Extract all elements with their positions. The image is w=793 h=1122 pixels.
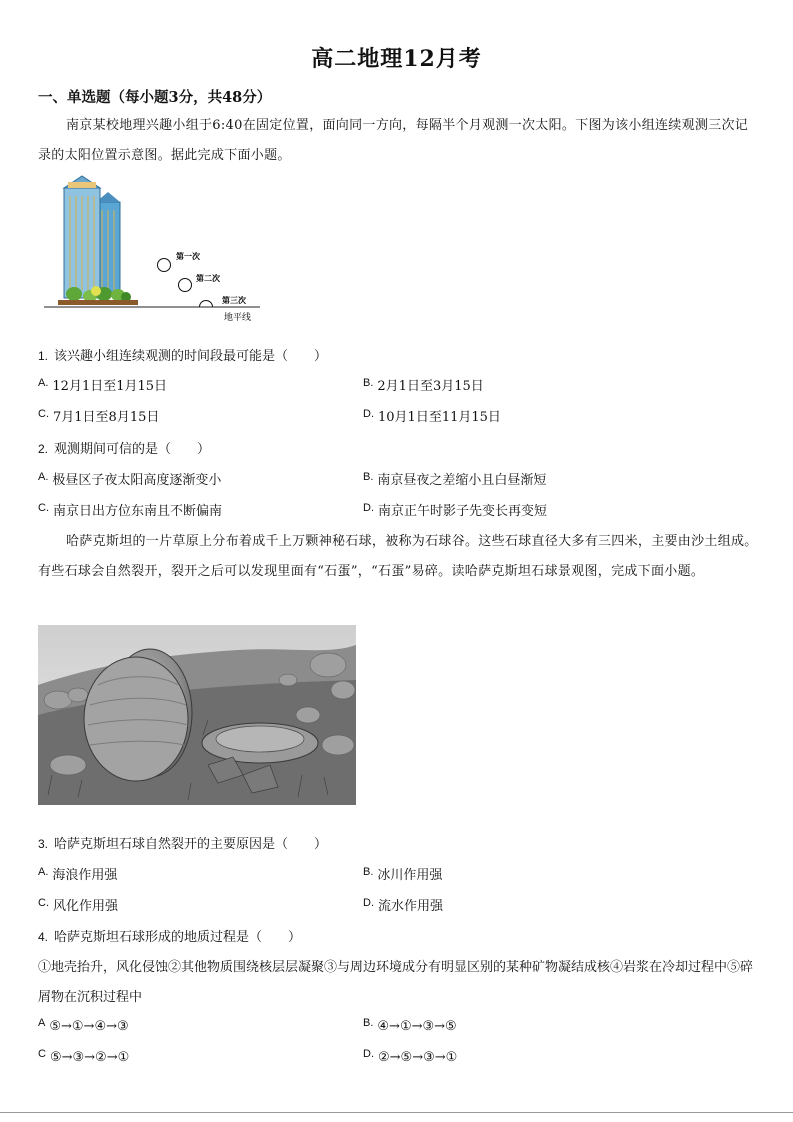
- question-2: 2. 观测期间可信的是（ ）: [38, 442, 211, 457]
- q2-option-c: $^{C.}$ 南京日出方位东南且不断偏南: [38, 502, 223, 519]
- page-bottom-divider: [0, 1112, 793, 1113]
- q1-option-a: $^{A.}$ 12月1日至1月15日: [38, 377, 168, 394]
- q3-option-a: $^{A.}$ 海浪作用强: [38, 866, 118, 883]
- q4-option-d: $^{D.}$ ②→⑤→③→①: [363, 1048, 458, 1065]
- label-third: 第三次: [222, 296, 246, 305]
- sun-second-observation: [179, 279, 192, 292]
- q1-option-c: $^{C.}$ 7月1日至8月15日: [38, 408, 160, 425]
- sun-position-figure: [38, 170, 268, 330]
- question-1-text: 该兴趣小组连续观测的时间段最可能是（ ）: [54, 349, 328, 364]
- horizon-label: 地平线: [224, 313, 252, 323]
- question-2-text: 观测期间可信的是（ ）: [54, 442, 211, 457]
- question-1: 1. 该兴趣小组连续观测的时间段最可能是（ ）: [38, 349, 328, 364]
- q4-option-c: $^C$ ⑤→③→②→①: [38, 1048, 130, 1065]
- label-second: 第二次: [196, 274, 220, 283]
- q4-option-b: $^{B.}$ ④→①→③→⑤: [363, 1017, 457, 1034]
- q3-option-c: $^{C.}$ 风化作用强: [38, 897, 119, 914]
- q1-option-b: $^{B.}$ 2月1日至3月15日: [363, 377, 484, 394]
- intro-paragraph-1: 南京某校地理兴趣小组于6:40在固定位置，面向同一方向，每隔半个月观测一次太阳。下图为该小组连续观测三次记录的太阳位置示意图。据此完成下面小题。: [38, 118, 749, 163]
- q3-option-d: $^{D.}$ 流水作用强: [363, 897, 444, 914]
- q2-option-a: $^{A.}$ 极昼区子夜太阳高度逐渐变小: [38, 471, 222, 488]
- stone-ball-photo: [38, 625, 356, 805]
- page-title: 高二地理12月考: [311, 46, 482, 72]
- q2-option-b: $^{B.}$ 南京昼夜之差缩小且白昼渐短: [363, 471, 547, 488]
- q3-option-b: $^{B.}$ 冰川作用强: [363, 866, 443, 883]
- q4-option-a: $^A$ ⑤→①→④→③: [38, 1017, 129, 1034]
- section-heading: 一、单选题（每小题3分，共48分）: [38, 89, 272, 106]
- intro-paragraph-2: 哈萨克斯坦的一片草原上分布着成千上万颗神秘石球，被称为石球谷。这些石球直径大多有三四米，主要由沙土组成。有些石球会自然裂开，裂开之后可以发现里面有“石蛋”，“石蛋”易碎。读哈萨克斯坦石球景观图，完成下面小题。: [38, 534, 758, 579]
- label-first: 第一次: [176, 252, 200, 261]
- sun-first-observation: [158, 259, 171, 272]
- q1-option-d: $^{D.}$ 10月1日至11月15日: [363, 408, 501, 425]
- question-3-text: 哈萨克斯坦石球自然裂开的主要原因是（ ）: [54, 837, 328, 852]
- building-illustration: [58, 176, 138, 305]
- sun-third-observation: [200, 301, 213, 308]
- q2-option-d: $^{D.}$ 南京正午时影子先变长再变短: [363, 502, 548, 519]
- question-4: 4. 哈萨克斯坦石球形成的地质过程是（ ）: [38, 930, 302, 945]
- question-4-stem: ①地壳抬升，风化侵蚀②其他物质围绕核层层凝聚③与周边环境成分有明显区别的某种矿物凝结成核④岩浆在冷却过程中⑤碎屑物在沉积过程中: [38, 960, 754, 1005]
- question-4-text: 哈萨克斯坦石球形成的地质过程是（ ）: [54, 930, 302, 945]
- question-3: 3. 哈萨克斯坦石球自然裂开的主要原因是（ ）: [38, 837, 328, 852]
